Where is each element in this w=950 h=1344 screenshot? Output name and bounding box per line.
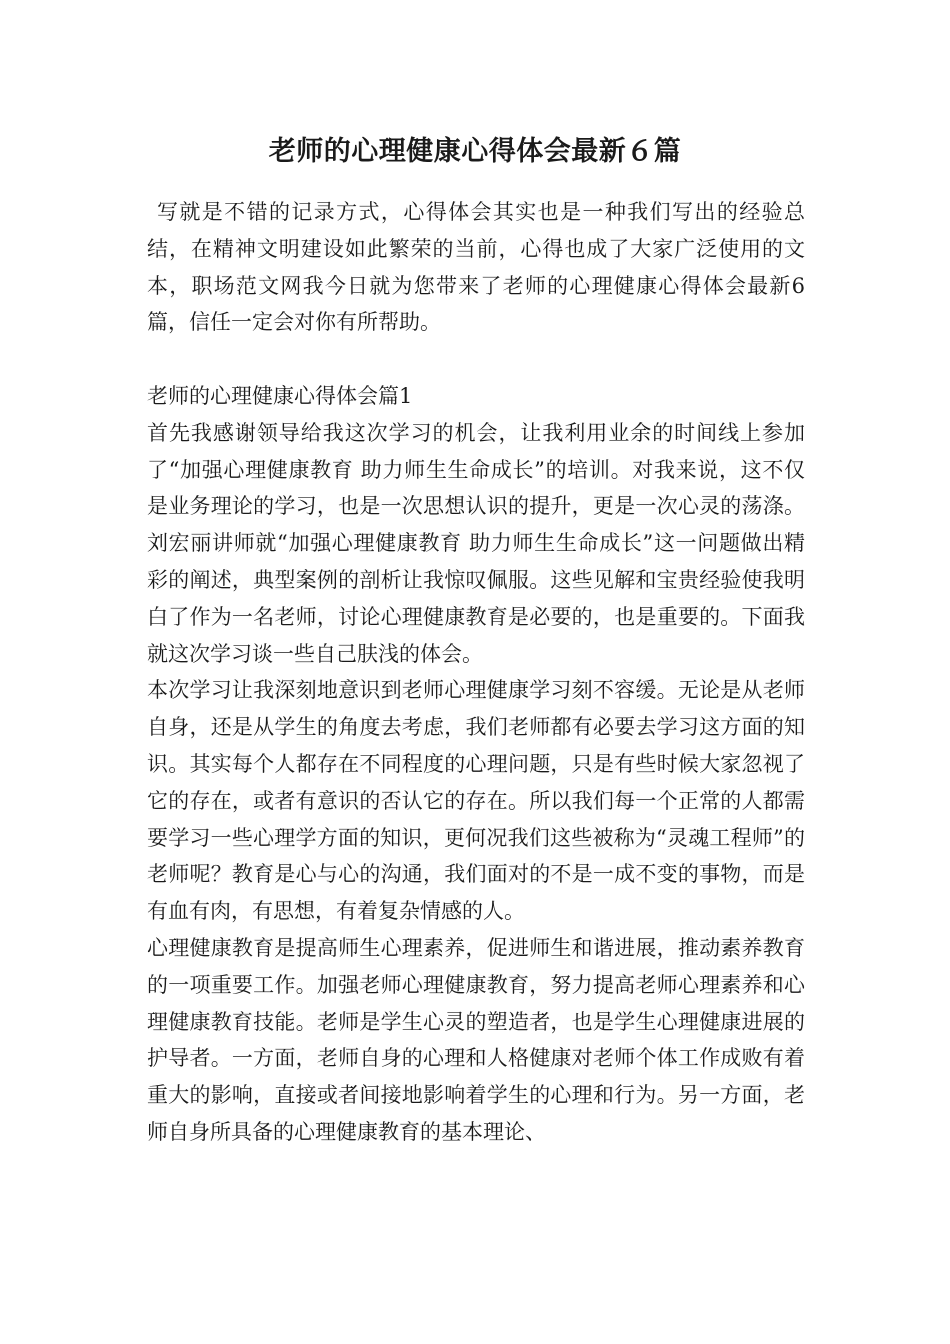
document-title: 老师的心理健康心得体会最新６篇 — [268, 136, 682, 167]
intro-paragraph: 写就是不错的记录方式，心得体会其实也是一种我们写出的经验总结，在精神文明建设如此繁荣的当前，心得也成了大家广泛使用的文本，职场范文网我今日就为您带来了老师的心理健康心得体会最新6篇，信任一定会对你有所帮助。 — [147, 200, 805, 335]
section-heading: 老师的心理健康心得体会篇1 — [147, 383, 413, 408]
document-body — [147, 194, 805, 1151]
body-paragraph-3: 心理健康教育是提高师生心理素养，促进师生和谐进展，推动素养教育的一项重要工作。加强老师心理健康教育，努力提高老师心理素养和心理健康教育技能。老师是学生心灵的塑造者，也是学生心理健康进展的护导者。一方面，老师自身的心理和人格健康对老师个体工作成败有着重大的影响，直接或者间接地影响着学生的心理和行为。另一方面，老师自身所具备的心理健康教育的基本理论、 — [147, 935, 805, 1144]
body-paragraph-1: 首先我感谢领导给我这次学习的机会，让我利用业余的时间线上参加了“加强心理健康教育 助力师生生命成长”的培训。对我来说，这不仅是业务理论的学习，也是一次思想认识的提升，更是一次心灵的荡涤。刘宏丽讲师就“加强心理健康教育 助力师生生命成长”这一问题做出精彩的阐述，典型案例的剖析让我惊叹佩服。这些见解和宝贵经验使我明白了作为一名老师，讨论心理健康教育是必要的，也是重要的。下面我就这次学习谈一些自己肤浅的体会。 — [147, 420, 805, 666]
body-paragraph-2: 本次学习让我深刻地意识到老师心理健康学习刻不容缓。无论是从老师自身，还是从学生的角度去考虑，我们老师都有必要去学习这方面的知识。其实每个人都存在不同程度的心理问题，只是有些时候大家忽视了它的存在，或者有意识的否认它的存在。所以我们每一个正常的人都需要学习一些心理学方面的知识，更何况我们这些被称为“灵魂工程师”的老师呢？教育是心与心的沟通，我们面对的不是一成不变的事物，而是有血有肉，有思想，有着复杂情感的人。 — [147, 678, 805, 924]
paragraph-spacer — [147, 341, 805, 378]
